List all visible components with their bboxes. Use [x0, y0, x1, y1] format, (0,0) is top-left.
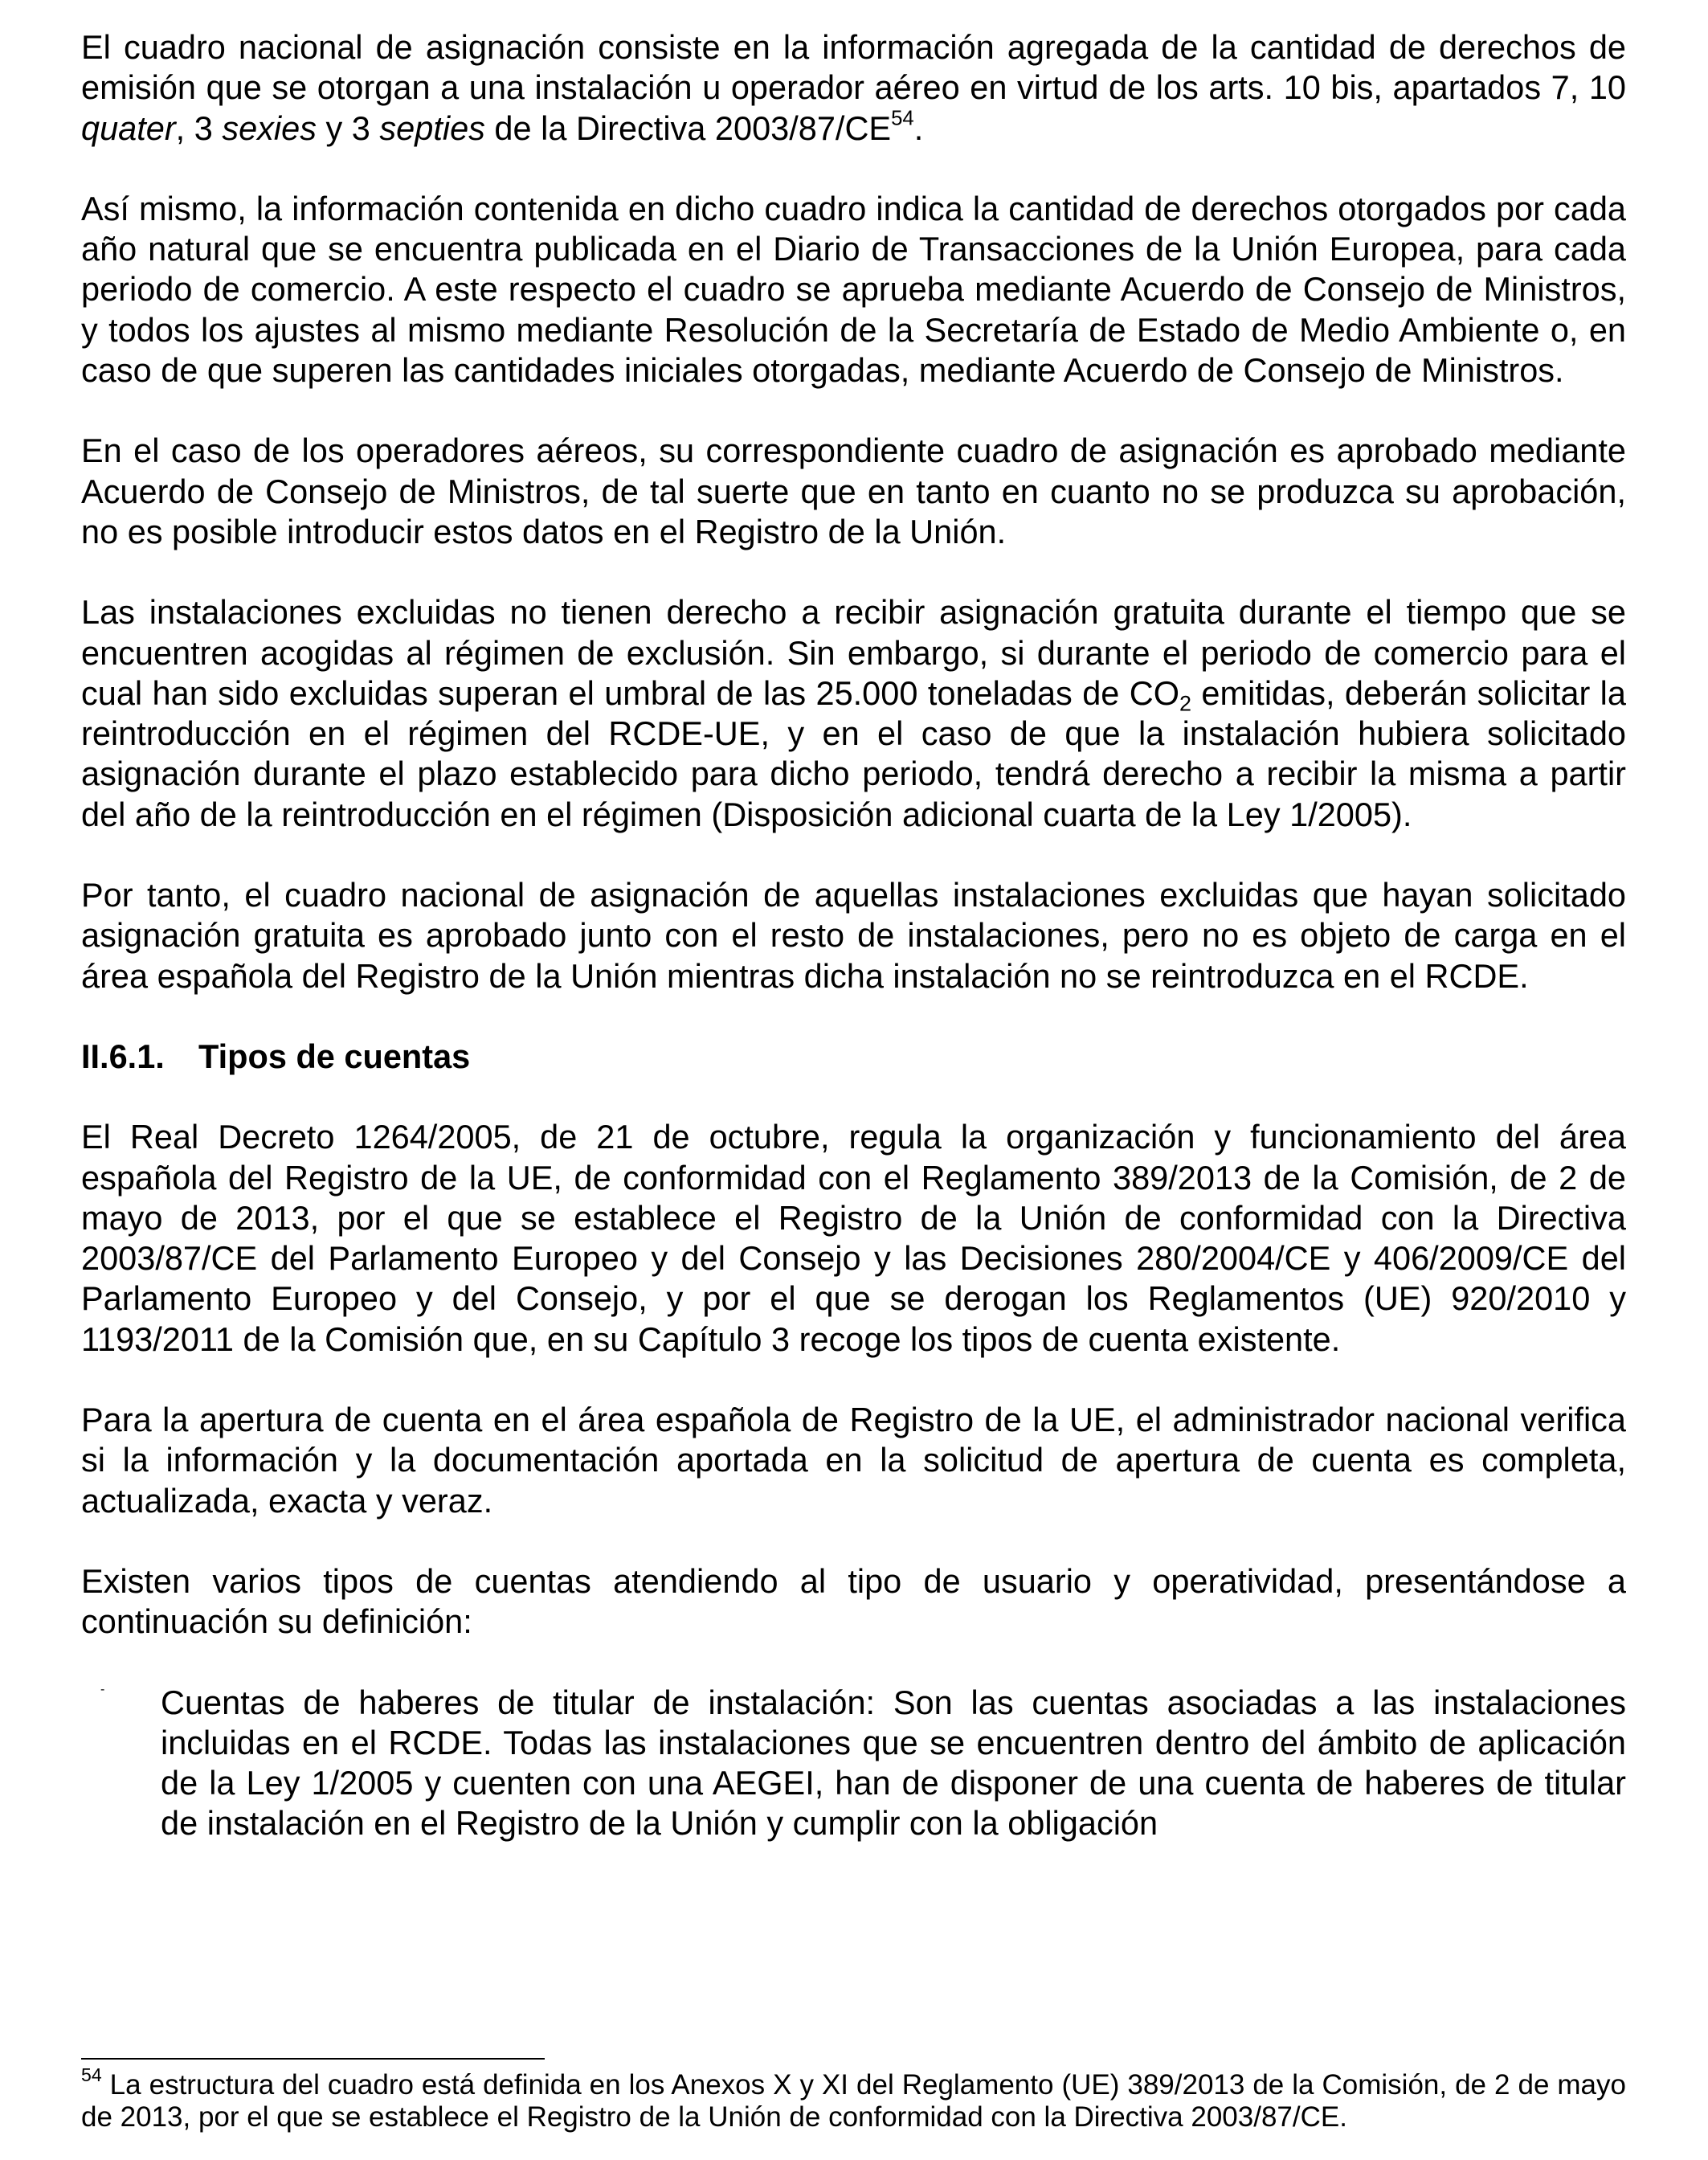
paragraph-tipos-cuentas-intro: Existen varios tipos de cuentas atendiendo al tipo de usuario y operatividad, presentándose a continuación su definición:	[81, 1561, 1626, 1641]
footnote-number: 54	[81, 2064, 102, 2085]
footnote-separator	[81, 2058, 545, 2060]
section-number: II.6.1.	[81, 1037, 165, 1075]
paragraph-real-decreto: El Real Decreto 1264/2005, de 21 de octubre, regula la organización y funcionamiento del área española del Registro de la UE, de conformidad con el Reglamento 389/2013 de la Comisión, de 2 de mayo de 2013, por el que se establece el Registro de la Unión de conformidad con la Directiva 2003/87/CE del Parlamento Europeo y del Consejo y las Decisiones 280/2004/CE y 406/2009/CE del Parlamento Europeo y del Consejo, y por el que se derogan los Reglamentos (UE) 920/2010 y 1193/2011 de la Comisión que, en su Capítulo 3 recoge los tipos de cuenta existente.	[81, 1118, 1626, 1358]
section-title: Tipos de cuentas	[198, 1037, 471, 1075]
paragraph-cuadro-nacional: El cuadro nacional de asignación consiste en la información agregada de la cantidad de derechos de emisión que se otorgan a una instalación u operador aéreo en virtud de los arts. 10 bis, apartados 7, 10 quater, 3 sexies y 3 septies de la Directiva 2003/87/CE$^{54}$.	[81, 28, 1626, 147]
list-item	[81, 1683, 1626, 1844]
paragraph-asi-mismo: Así mismo, la información contenida en dicho cuadro indica la cantidad de derechos otorgados por cada año natural que se encuentra publicada en el Diario de Transacciones de la Unión Europea, para cada periodo de comercio. A este respecto el cuadro se aprueba mediante Acuerdo de Consejo de Ministros, y todos los ajustes al mismo mediante Resolución de la Secretaría de Estado de Medio Ambiente o, en caso de que superen las cantidades iniciales otorgadas, mediante Acuerdo de Consejo de Ministros.	[81, 189, 1626, 390]
paragraph-por-tanto: Por tanto, el cuadro nacional de asignación de aquellas instalaciones excluidas que hayan solicitado asignación gratuita es aprobado junto con el resto de instalaciones, pero no es objeto de carga en el área española del Registro de la Unión mientras dicha instalación no se reintroduzca en el RCDE.	[81, 876, 1626, 995]
list-item-text: Cuentas de haberes de titular de instalación: Son las cuentas asociadas a las instalaciones incluidas en el RCDE. Todas las instalaciones que se encuentren dentro del ámbito de aplicación de la Ley 1/2005 y cuenten con una AEGEI, han de disponer de una cuenta de haberes de titular de instalación en el Registro de la Unión y cumplir con la obligación	[161, 1683, 1626, 1843]
paragraph-operadores-aereos: En el caso de los operadores aéreos, su correspondiente cuadro de asignación es aprobado mediante Acuerdo de Consejo de Ministros, de tal suerte que en tanto en cuanto no se produzca su aprobación, no es posible introducir estos datos en el Registro de la Unión.	[81, 432, 1626, 550]
footnote-text: La estructura del cuadro está definida en los Anexos X y XI del Reglamento (UE) 389/2013 de la Comisión, de 2 de mayo de 2013, por el que se establece el Registro de la Unión de conformidad con la Directiva 2003/87/CE.	[81, 2069, 1626, 2133]
paragraph-apertura-cuenta: Para la apertura de cuenta en el área española de Registro de la UE, el administrador nacional verifica si la información y la documentación aportada en la solicitud de apertura de cuenta es completa, actualizada, exacta y veraz.	[81, 1401, 1626, 1520]
document-body	[81, 27, 1626, 1844]
footnote-reference[interactable]: 54	[891, 107, 914, 130]
footnote	[81, 2064, 1626, 2133]
list-bullet-marker: -	[100, 1682, 105, 1696]
section-heading	[81, 1037, 1626, 1077]
paragraph-instalaciones-excluidas: Las instalaciones excluidas no tienen derecho a recibir asignación gratuita durante el tiempo que se encuentren acogidas al régimen de exclusión. Sin embargo, si durante el periodo de comercio para el cual han sido excluidas superan el umbral de las 25.000 toneladas de $CO_2$ emitidas, deberán solicitar la reintroducción en el régimen del RCDE-UE, y en el caso de que la instalación hubiera solicitado asignación durante el plazo establecido para dicho periodo, tendrá derecho a recibir la misma a partir del año de la reintroducción en el régimen (Disposición adicional cuarta de la Ley 1/2005).	[81, 593, 1626, 833]
